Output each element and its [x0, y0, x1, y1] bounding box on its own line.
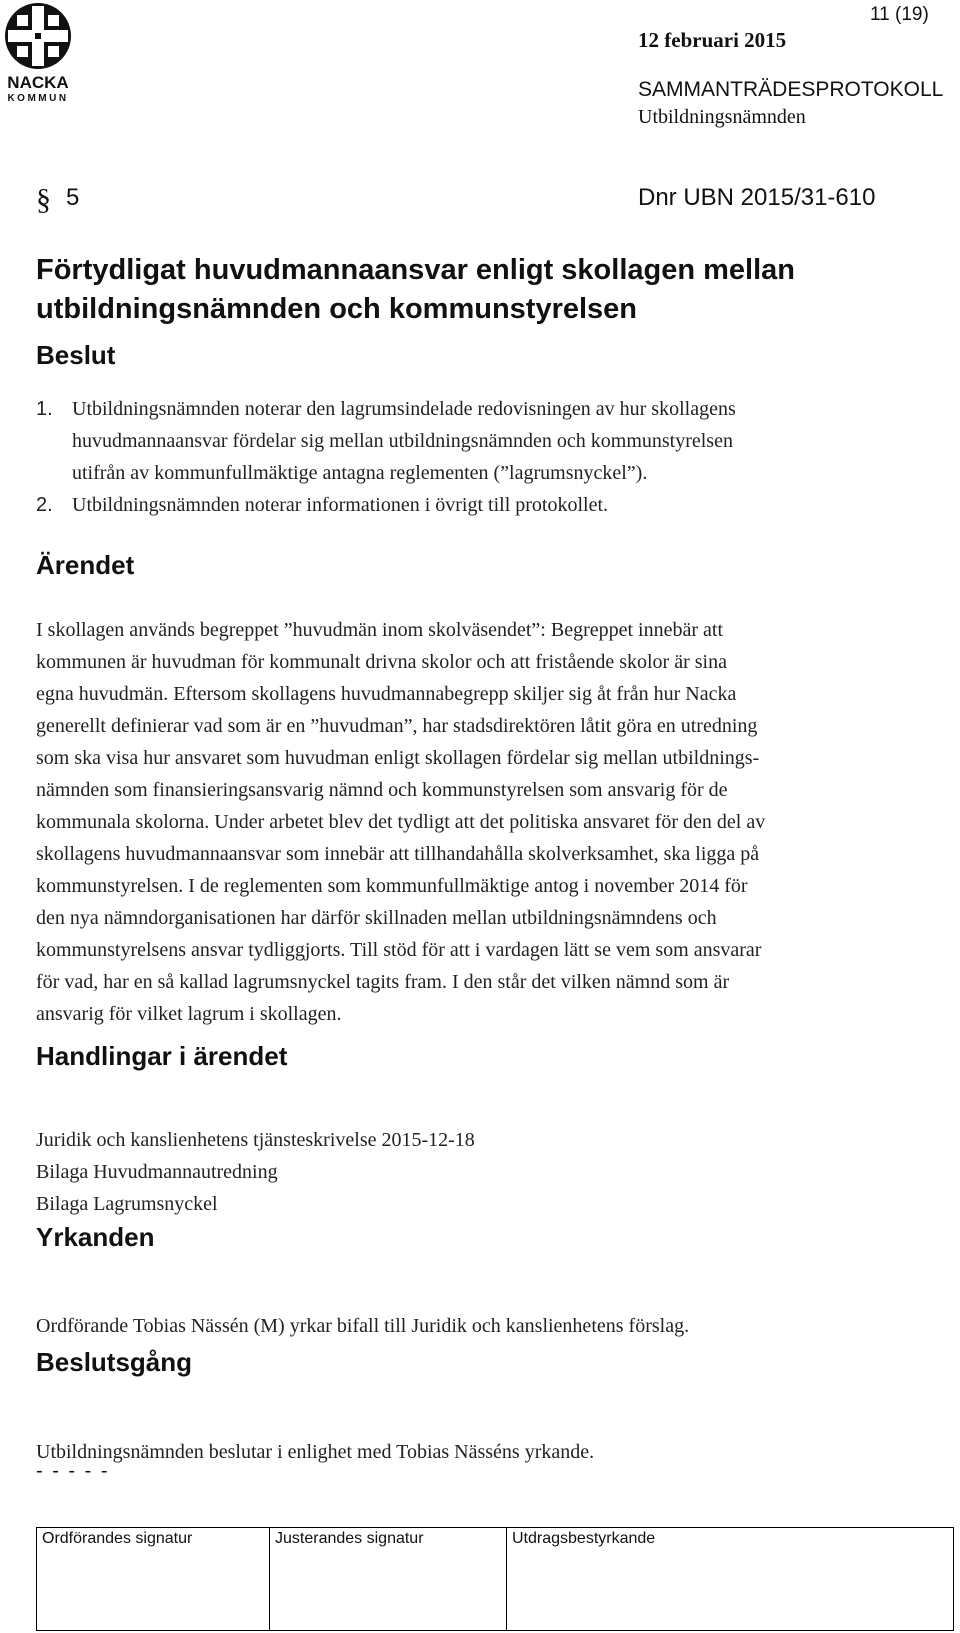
arendet-line: kommunala skolorna. Under arbetet blev det tydligt att det politiska ansvaret för den del av	[36, 811, 766, 833]
handlingar-heading: Handlingar i ärendet	[36, 1041, 288, 1071]
beslut-heading: Beslut	[36, 340, 116, 370]
svg-text:NACKA: NACKA	[7, 73, 69, 92]
documents-list	[36, 1124, 475, 1220]
decision-line: huvudmannaansvar fördelar sig mellan utbildningsnämnden och kommunstyrelsen	[72, 430, 733, 452]
decision-line: utifrån av kommunfullmäktige antagna reglementen (”lagrumsnyckel”).	[72, 462, 648, 484]
nacka-kommun-logo	[2, 2, 74, 104]
arendet-line: egna huvudmän. Eftersom skollagens huvudmannabegrepp skiljer sig åt från hur Nacka	[36, 683, 737, 705]
decision-item	[36, 489, 936, 521]
paragraph-sign: §	[36, 183, 51, 216]
section-number: 5	[66, 184, 80, 211]
arendet-line: den nya nämndorganisationen har därför skillnaden mellan utbildningsnämndens och	[36, 907, 717, 929]
arendet-line: I skollagen används begreppet ”huvudmän inom skolväsendet”: Begreppet innebär att	[36, 619, 724, 641]
decision-list	[36, 393, 936, 521]
diary-number: Dnr UBN 2015/31-610	[638, 184, 876, 211]
end-dashes: - - - - -	[36, 1460, 110, 1482]
svg-text:KOMMUN: KOMMUN	[7, 93, 69, 104]
page-title: Förtydligat huvudmannaansvar enligt skollagen mellan	[36, 254, 795, 286]
arendet-heading: Ärendet	[36, 550, 135, 580]
document-item: Juridik och kanslienhetens tjänsteskrivelse 2015-12-18	[36, 1129, 475, 1151]
beslutsgang-heading: Beslutsgång	[36, 1347, 193, 1377]
signature-table	[36, 1527, 954, 1631]
arendet-line: generellt definierar vad som är en ”huvudman”, har stadsdirektören låtit göra en utredning	[36, 715, 758, 737]
signature-row	[37, 1528, 954, 1631]
extract-certification-cell: Utdragsbestyrkande	[507, 1528, 954, 1631]
committee-name: Utbildningsnämnden	[638, 106, 806, 128]
document-item: Bilaga Huvudmannautredning	[36, 1161, 278, 1183]
arendet-line: nämnden som finansieringsansvarig nämnd och kommunstyrelsen som ansvarig för de	[36, 779, 728, 801]
yrkanden-text: Ordförande Tobias Nässén (M) yrkar bifall till Juridik och kanslienhetens förslag.	[36, 1315, 690, 1337]
arendet-line: ansvarig för vilket lagrum i skollagen.	[36, 1003, 342, 1025]
chair-signature-cell: Ordförandes signatur	[37, 1528, 270, 1631]
arendet-line: skollagens huvudmannaansvar som innebär att tillhandahålla skolverksamhet, ska ligga på	[36, 843, 760, 865]
beslutsgang-text: Utbildningsnämnden beslutar i enlighet med Tobias Nässéns yrkande.	[36, 1441, 595, 1463]
document-item: Bilaga Lagrumsnyckel	[36, 1193, 218, 1215]
arendet-line: kommunstyrelsen. I de reglementen som kommunfullmäktige antog i november 2014 för	[36, 875, 748, 897]
page-title-continued: utbildningsnämnden och kommunstyrelsen	[36, 293, 638, 325]
arendet-line: kommunstyrelsens ansvar tydliggjorts. Till stöd för att i vardagen lätt se vem som ansvarar	[36, 939, 762, 961]
adjuster-signature-cell: Justerandes signatur	[270, 1528, 507, 1631]
decision-item-number: 2.	[36, 494, 53, 516]
page-number: 11 (19)	[870, 4, 929, 25]
arendet-line: kommunen är huvudman för kommunalt drivna skolor och att fristående skolor är sina	[36, 651, 727, 673]
arendet-paragraph	[36, 614, 924, 1030]
yrkanden-heading: Yrkanden	[36, 1222, 155, 1252]
document-type: SAMMANTRÄDESPROTOKOLL	[638, 78, 944, 101]
decision-line: Utbildningsnämnden noterar informationen i övrigt till protokollet.	[72, 494, 609, 516]
decision-line: Utbildningsnämnden noterar den lagrumsindelade redovisningen av hur skollagens	[72, 398, 736, 420]
decision-item-number: 1.	[36, 398, 53, 420]
arendet-line: som ska visa hur ansvaret som huvudman enligt skollagen fördelar sig mellan utbildnings-	[36, 747, 760, 769]
decision-item	[36, 393, 936, 489]
arendet-line: för vad, har en så kallad lagrumsnyckel tagits fram. I den står det vilken nämnd som är	[36, 971, 730, 993]
meeting-date: 12 februari 2015	[638, 28, 787, 52]
